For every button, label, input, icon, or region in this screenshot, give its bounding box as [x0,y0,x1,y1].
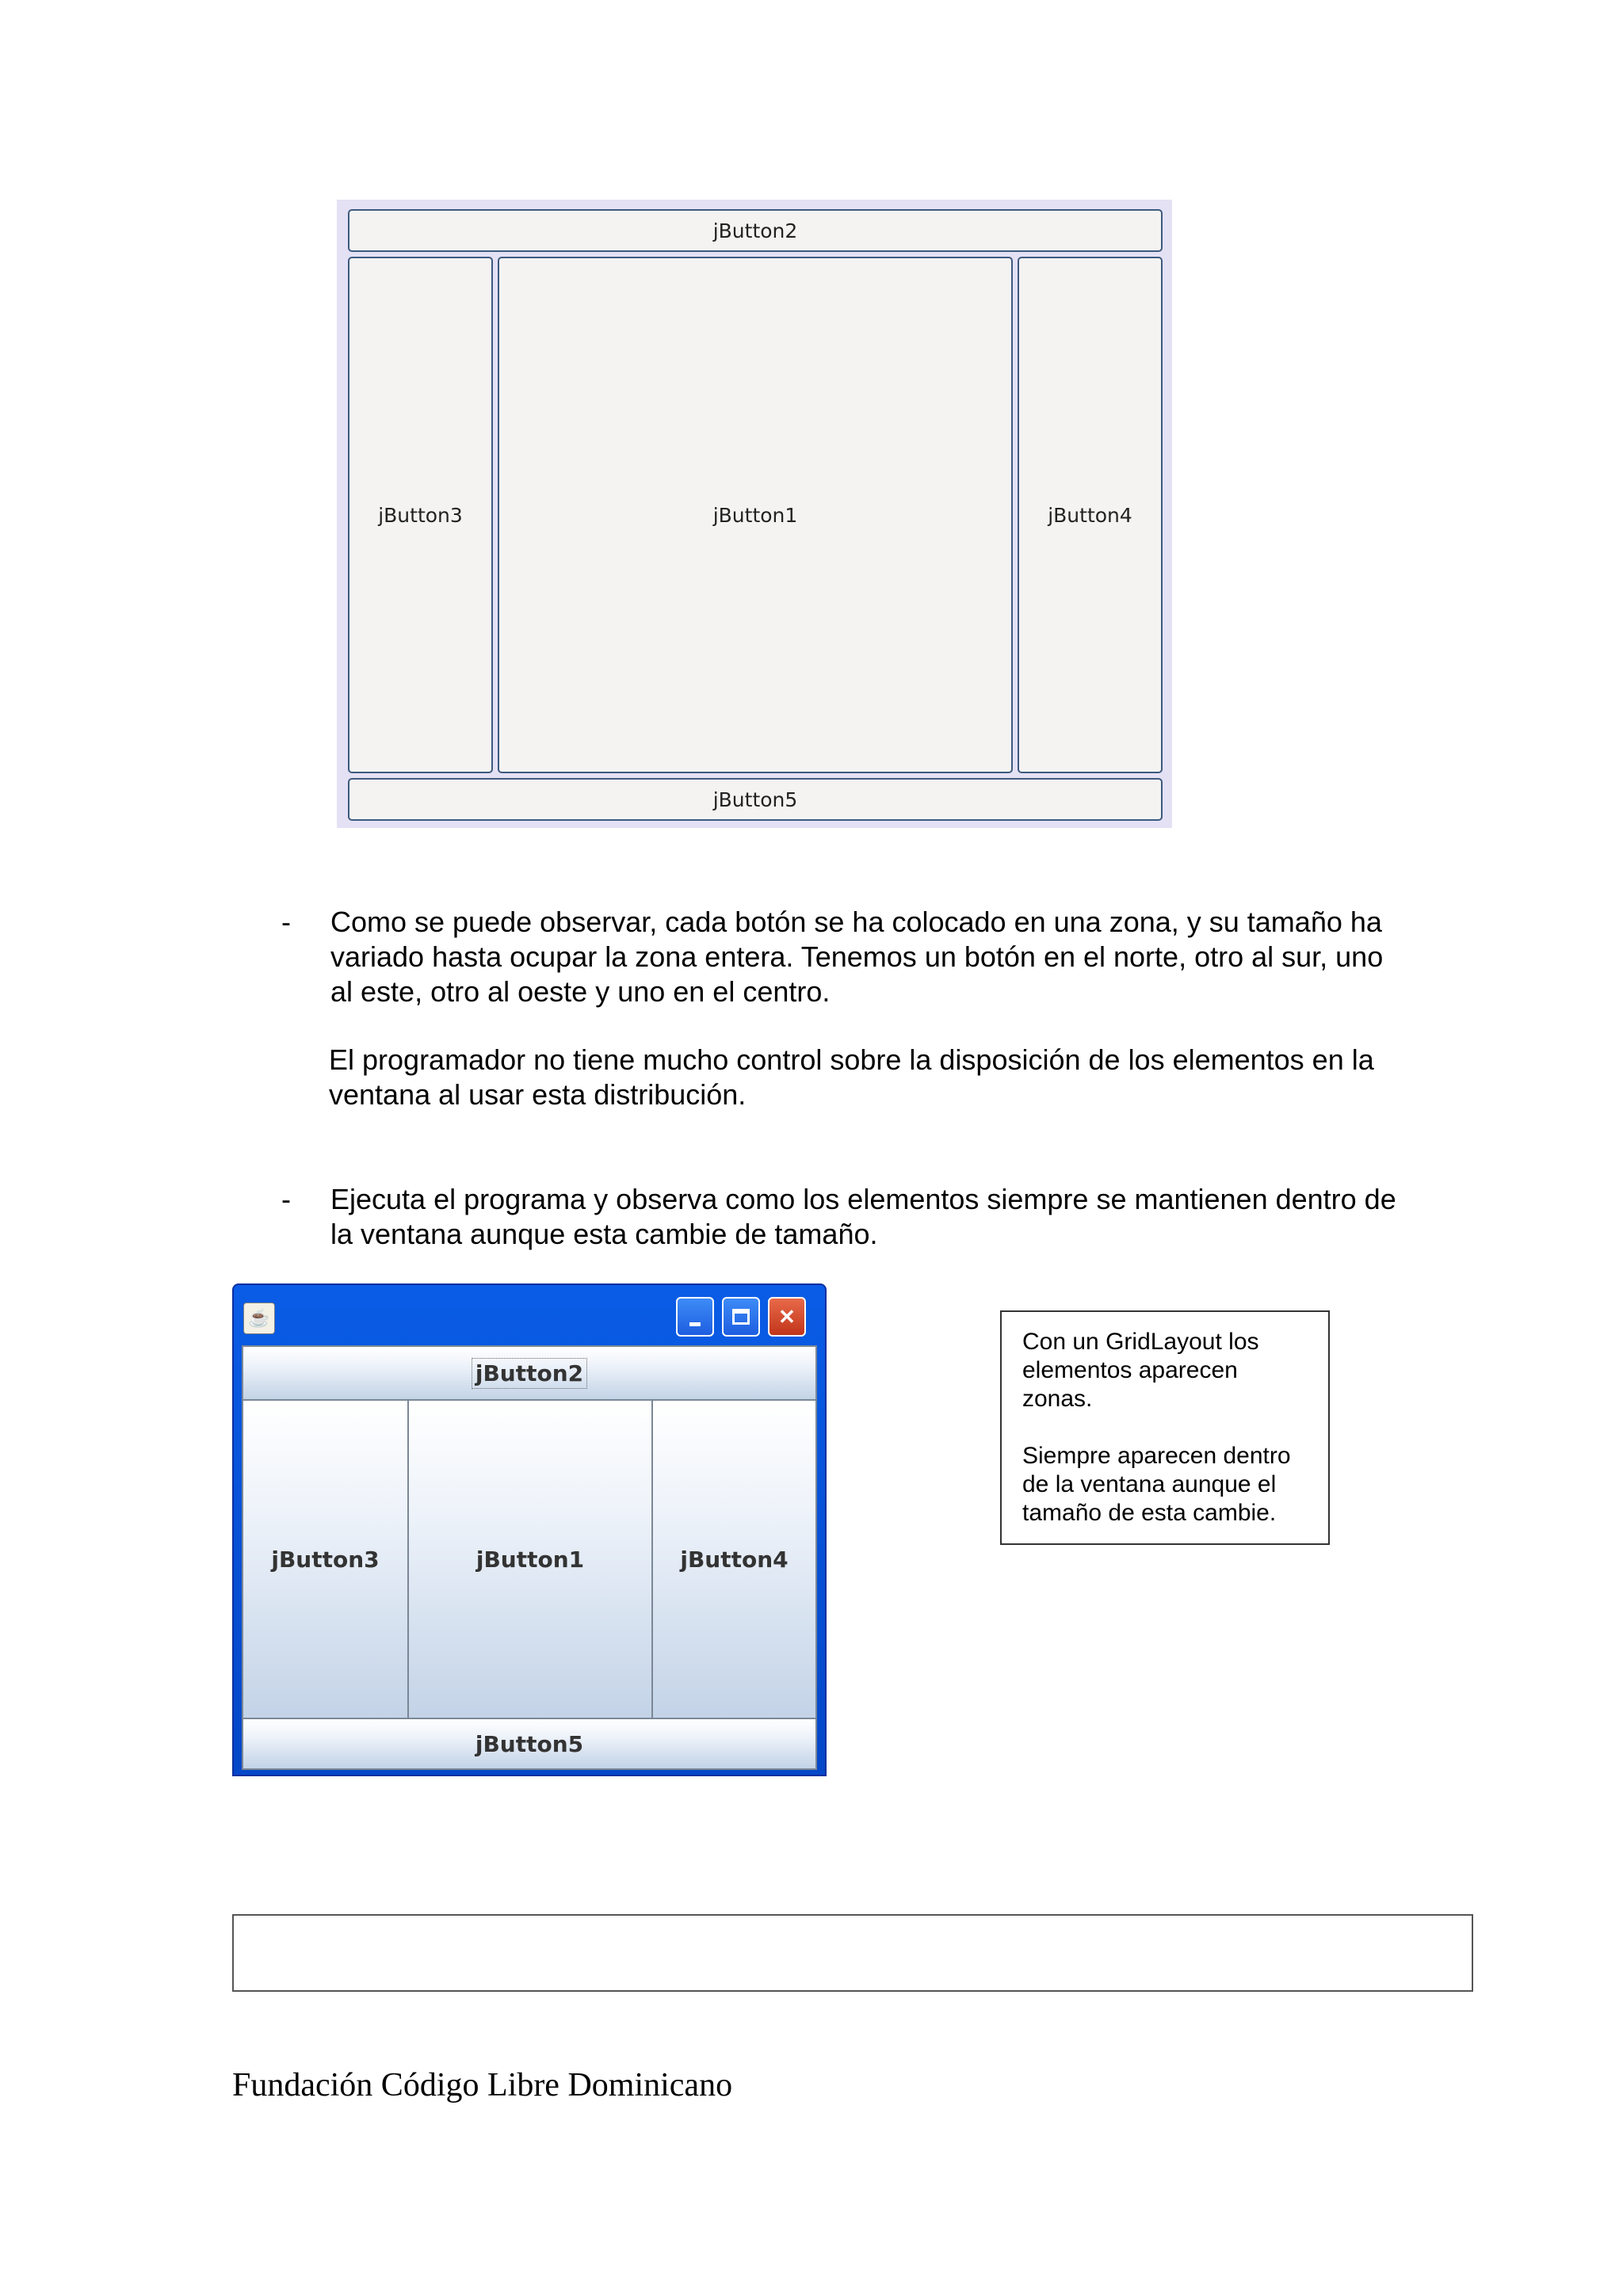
runtime-button-center[interactable]: jButton1 [407,1399,653,1719]
bullet-paragraph [330,905,1456,1009]
designer-button-center: jButton1 [498,257,1013,773]
text-line: ventana al usar esta distribución. [329,1078,747,1111]
minimize-icon[interactable] [676,1297,714,1337]
bullet-paragraph-extra [329,1043,1454,1112]
bullet-marker: - [281,1183,291,1215]
text-line: Ejecuta el programa y observa como los elementos siempre se mantienen dentro de [330,1183,1396,1215]
runtime-button-south[interactable]: jButton5 [242,1718,817,1770]
page-footer: Fundación Código Libre Dominicano [232,2067,733,2103]
maximize-icon[interactable] [722,1297,760,1337]
text-line: El programador no tiene mucho control sobre la disposición de los elementos en la [329,1043,1374,1076]
designer-button-south: jButton5 [348,778,1163,821]
note-line: tamaño de esta cambie. [1022,1500,1277,1526]
note-line: zonas. [1022,1386,1093,1412]
bullet-marker: - [281,906,291,938]
runtime-window [232,1283,827,1776]
window-titlebar[interactable] [234,1285,825,1341]
text-line: al este, otro al oeste y uno en el centro. [330,975,831,1008]
note-line: Siempre aparecen dentro [1022,1443,1291,1469]
text-line: Como se puede observar, cada botón se ha colocado en una zona, y su tamaño ha [330,906,1382,938]
designer-button-north: jButton2 [348,209,1163,252]
note-line: de la ventana aunque el [1022,1471,1277,1497]
text-line: la ventana aunque esta cambie de tamaño. [330,1218,878,1250]
runtime-button-east[interactable]: jButton4 [651,1399,817,1719]
java-icon[interactable]: ☕ [243,1302,275,1334]
bullet-paragraph [330,1182,1456,1252]
note-line: elementos aparecen [1022,1357,1238,1383]
designer-button-east: jButton4 [1018,257,1163,773]
runtime-button-north[interactable] [242,1345,817,1401]
runtime-button-west[interactable]: jButton3 [242,1399,409,1719]
note-line: Con un GridLayout los [1022,1329,1259,1355]
text-line: variado hasta ocupar la zona entera. Tenemos un botón en el norte, otro al sur, uno [330,940,1384,973]
empty-frame [232,1914,1473,1992]
button-label: jButton2 [472,1358,587,1389]
designer-button-west: jButton3 [348,257,493,773]
close-icon[interactable]: ✕ [768,1297,806,1337]
note-box [1000,1310,1330,1545]
window-content [242,1345,817,1770]
designer-borderlayout-preview [337,200,1172,828]
